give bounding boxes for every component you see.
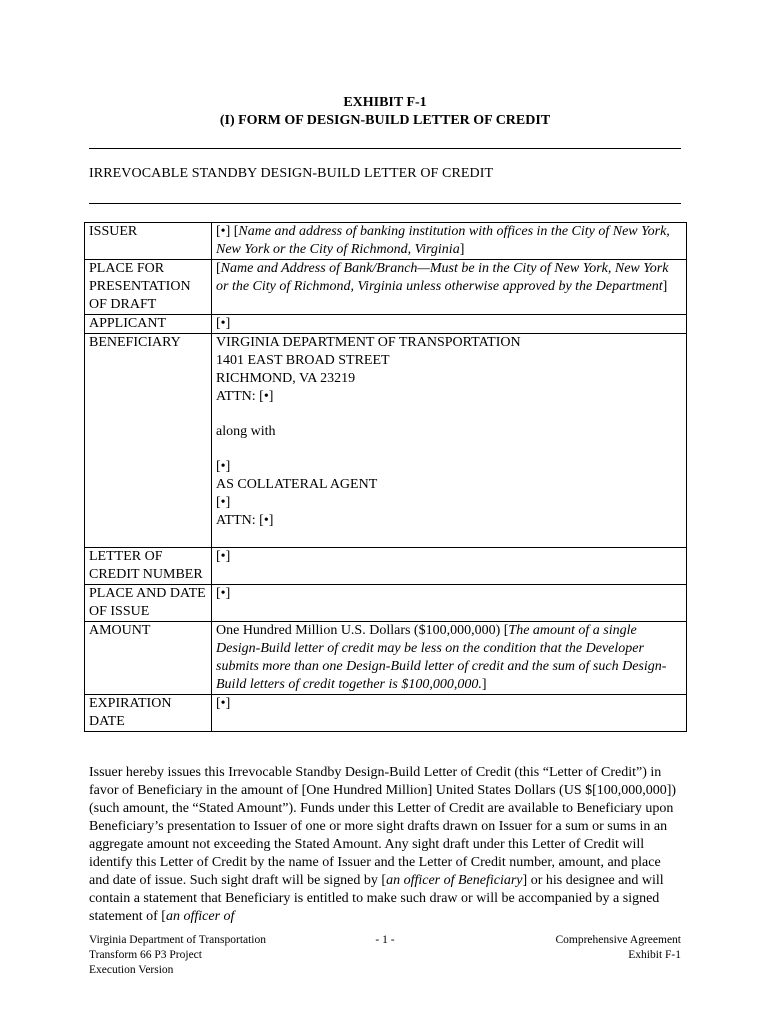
beneficiary-line: ATTN: [•] bbox=[216, 513, 274, 528]
body-paragraph bbox=[89, 764, 683, 926]
body-italic-text: an officer of Beneficiary bbox=[386, 873, 523, 888]
spacer bbox=[216, 530, 682, 547]
footer-exhibit: Exhibit F-1 bbox=[628, 949, 681, 961]
document-subtitle: IRREVOCABLE STANDBY DESIGN-BUILD LETTER OF CREDIT bbox=[89, 166, 494, 181]
beneficiary-value bbox=[212, 334, 687, 548]
table-row-place-of-draft bbox=[85, 260, 687, 315]
footer-right bbox=[555, 933, 681, 963]
issuer-suffix: ] bbox=[459, 242, 465, 257]
bottom-divider bbox=[89, 203, 681, 204]
table-row-beneficiary bbox=[85, 334, 687, 548]
amount-value bbox=[212, 622, 687, 695]
applicant-value: [•] bbox=[212, 315, 687, 334]
expiration-label: EXPIRATION DATE bbox=[85, 695, 212, 732]
footer-version: Execution Version bbox=[89, 964, 174, 976]
beneficiary-line: [•] bbox=[216, 495, 231, 510]
place-date-issue-label: PLACE AND DATE OF ISSUE bbox=[85, 585, 212, 622]
spacer bbox=[216, 406, 682, 423]
table-row-applicant bbox=[85, 315, 687, 334]
beneficiary-label: BENEFICIARY bbox=[85, 334, 212, 548]
place-of-draft-instruction: Name and Address of Bank/Branch—Must be in the City of New York, New York or the City of Richmond, Virginia unless otherwise approved by the Department bbox=[216, 261, 669, 294]
table-row-place-date-issue bbox=[85, 585, 687, 622]
body-text: Issuer hereby issues this Irrevocable Standby Design-Build Letter of Credit (this “Letter of Credit”) in favor of Beneficiary in the amount of [One Hundred Million] United States Dollars (US $[100,000,000]) (such amount, the “Stated Amount”). Funds under this Letter of Credit are available to Beneficiary upon Beneficiary’s presentation to Issuer of one or more sight drafts drawn on Issuer for a sum or sums in an aggregate amount not exceeding the Stated Amount. Any sight draft under this Letter of Credit will identify this Letter of Credit by the name of Issuer and the Letter of Credit number, amount, and place and date of issue. Such sight draft will be signed by [ bbox=[89, 765, 677, 888]
page-number: - 1 - bbox=[375, 934, 395, 946]
top-divider bbox=[89, 148, 681, 149]
place-of-draft-prefix: [ bbox=[216, 261, 221, 276]
spacer bbox=[216, 441, 682, 458]
issuer-prefix: [•] [ bbox=[216, 224, 239, 239]
beneficiary-line: along with bbox=[216, 424, 276, 439]
beneficiary-line: VIRGINIA DEPARTMENT OF TRANSPORTATION bbox=[216, 335, 521, 350]
beneficiary-line: 1401 EAST BROAD STREET bbox=[216, 353, 390, 368]
issuer-value bbox=[212, 223, 687, 260]
amount-instruction: The amount of a single Design-Build letter of credit may be less on the condition that the Developer submits more than one Design-Build letter of credit and the sum of such Design-Build letters of credit together is $100,000,000. bbox=[216, 623, 667, 692]
beneficiary-line: AS COLLATERAL AGENT bbox=[216, 477, 378, 492]
body-text: ] or his designee and will contain a statement that Beneficiary is entitled to make such draw or will be accompanied by a signed statement of [ bbox=[89, 873, 664, 924]
footer-organization: Virginia Department of Transportation bbox=[89, 934, 267, 946]
footer-project: Transform 66 P3 Project bbox=[89, 949, 202, 961]
amount-prefix: One Hundred Million U.S. Dollars ($100,000,000) [ bbox=[216, 623, 509, 638]
body-italic-text: an officer of bbox=[165, 909, 235, 924]
expiration-value: [•] bbox=[212, 695, 687, 732]
issuer-instruction: Name and address of banking institution with offices in the City of New York, New York or the City of Richmond, Virginia bbox=[216, 224, 670, 257]
place-of-draft-suffix: ] bbox=[662, 279, 668, 294]
place-date-issue-value: [•] bbox=[212, 585, 687, 622]
applicant-label: APPLICANT bbox=[85, 315, 212, 334]
amount-suffix: ] bbox=[481, 677, 487, 692]
beneficiary-line: [•] bbox=[216, 459, 231, 474]
loc-number-value: [•] bbox=[212, 548, 687, 585]
exhibit-title: EXHIBIT F-1 bbox=[343, 95, 427, 110]
issuer-label: ISSUER bbox=[85, 223, 212, 260]
amount-label: AMOUNT bbox=[85, 622, 212, 695]
form-title: (I) FORM OF DESIGN-BUILD LETTER OF CREDIT bbox=[219, 113, 551, 128]
beneficiary-line: ATTN: [•] bbox=[216, 389, 274, 404]
beneficiary-line: RICHMOND, VA 23219 bbox=[216, 371, 356, 386]
terms-table bbox=[84, 222, 687, 732]
place-of-draft-value bbox=[212, 260, 687, 315]
place-of-draft-label: PLACE FOR PRESENTATION OF DRAFT bbox=[85, 260, 212, 315]
loc-number-label: LETTER OF CREDIT NUMBER bbox=[85, 548, 212, 585]
table-row-expiration bbox=[85, 695, 687, 732]
footer-agreement: Comprehensive Agreement bbox=[555, 934, 681, 946]
table-row-amount bbox=[85, 622, 687, 695]
table-row-issuer bbox=[85, 223, 687, 260]
table-row-loc-number bbox=[85, 548, 687, 585]
